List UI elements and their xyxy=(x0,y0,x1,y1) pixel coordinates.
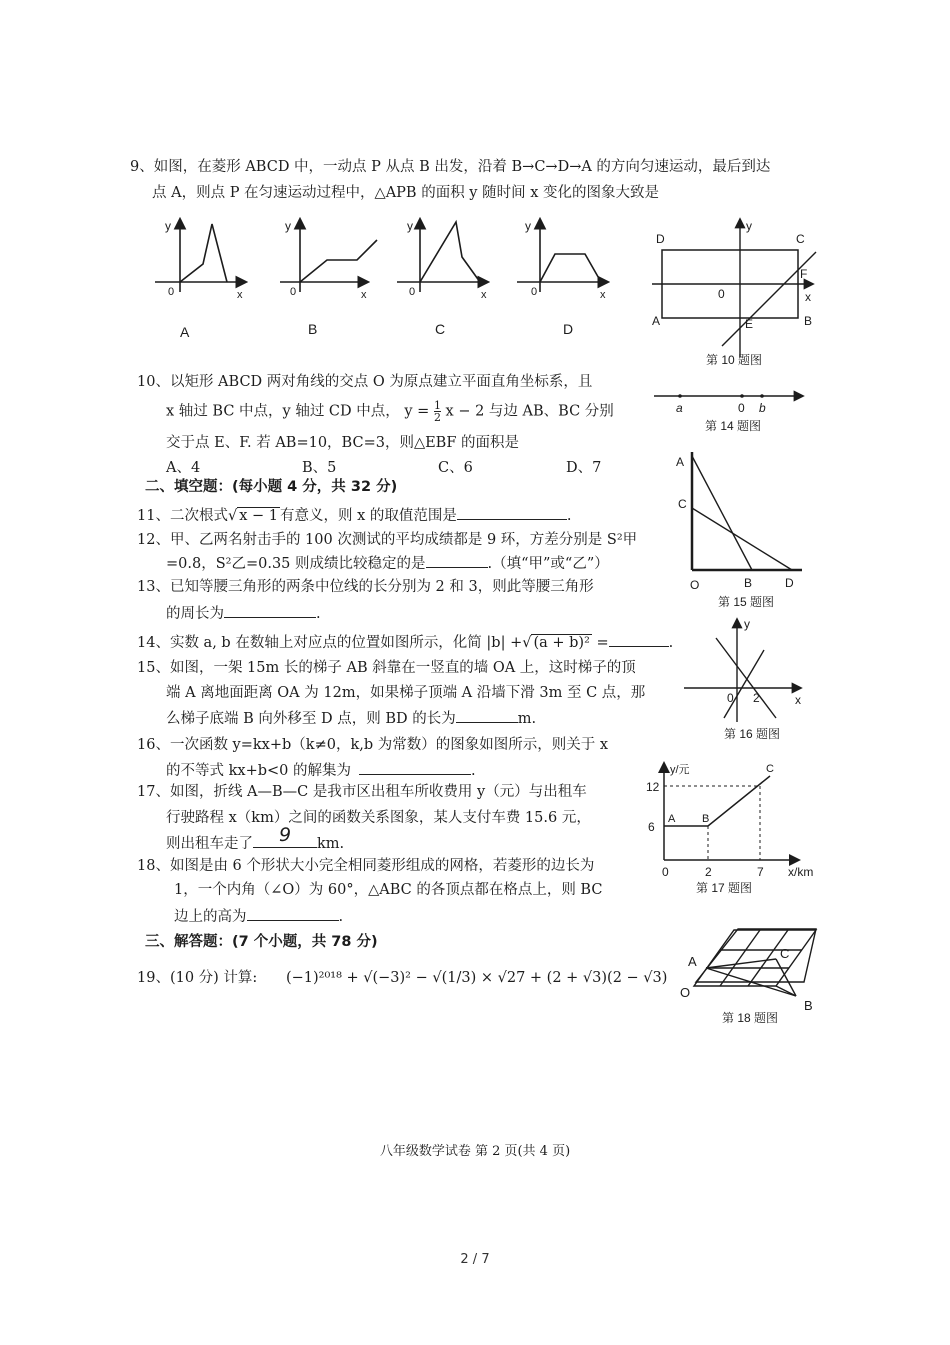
fig17-caption: 第 17 题图 xyxy=(696,881,753,895)
graph-option-c xyxy=(397,219,487,337)
q10-fraction-den: 2 xyxy=(433,411,441,424)
q10-equation-rest: x − 2 与边 AB、BC 分别 xyxy=(445,403,614,420)
fig14-caption: 第 14 题图 xyxy=(705,419,762,433)
q10-fraction-num: 1 xyxy=(433,399,441,412)
figure-14 xyxy=(650,384,815,436)
fig17-y-label: y/元 xyxy=(670,764,690,776)
q10-choice-d: D、7 xyxy=(566,460,602,476)
q14 xyxy=(137,632,673,653)
q10-line3: 交于点 E、F. 若 AB=10，BC=3，则△EBF 的面积是 xyxy=(166,435,520,451)
q11-post: 有意义，则 x 的取值范围是 xyxy=(279,508,457,524)
fig17-point-a: A xyxy=(668,813,676,825)
q14-end: . xyxy=(668,635,674,651)
fig10-label-d: D xyxy=(656,232,665,246)
q17-line2: 行驶路程 x（km）之间的函数关系图象，某人支付车费 15.6 元， xyxy=(166,810,591,826)
q10-choice-b: B、5 xyxy=(302,460,337,476)
q16-answer-blank[interactable] xyxy=(359,760,471,775)
figure-18 xyxy=(676,924,826,1028)
graph-b-y-label: y xyxy=(285,219,291,233)
q14-radicand: (a + b)² xyxy=(533,635,590,651)
q17-answer-blank[interactable] xyxy=(253,824,317,848)
q12-answer-blank[interactable] xyxy=(426,553,488,568)
q19-pre: 19、(10 分) 计算: xyxy=(137,970,258,986)
q10-equation-lhs: y = xyxy=(404,403,430,420)
q12-line2-hint: .（填“甲”或“乙”） xyxy=(487,556,609,572)
q19-expression: (−1)²⁰¹⁸ + √(−3)² − √(1/3) × √27 + (2 + √3)(2 − √3) xyxy=(285,970,668,986)
q18-line2: 1，一个内角（∠O）为 60°，△ABC 的各顶点都在格点上，则 BC xyxy=(174,882,603,898)
q10-line2-text: x 轴过 BC 中点，y 轴过 CD 中点， xyxy=(166,403,400,420)
q13-line2 xyxy=(166,603,321,624)
fig15-caption: 第 15 题图 xyxy=(718,595,775,609)
section-2-header: 二、填空题：(每小题 4 分，共 32 分) xyxy=(145,479,398,495)
fig16-label-y: y xyxy=(744,617,750,631)
graph-option-b xyxy=(280,219,377,337)
fig17-point-c: C xyxy=(766,763,774,775)
q13-line1: 13、已知等腰三角形的两条中位线的长分别为 2 和 3，则此等腰三角形 xyxy=(137,579,594,595)
q16-line1: 16、一次函数 y=kx+b（k≠0，k,b 为常数）的图象如图所示，则关于 x xyxy=(137,737,609,753)
q15-unit: m. xyxy=(517,711,537,727)
q11-pre: 11、二次根式 xyxy=(137,508,228,524)
q10-fraction xyxy=(434,400,441,423)
graph-c-x-label: x xyxy=(481,289,487,301)
fig17-tick-2: 2 xyxy=(705,865,712,879)
q9-line1: 9、如图，在菱形 ABCD 中，一动点 P 从点 B 出发，沿着 B→C→D→A 的方向匀速运动，最后到达 xyxy=(130,159,771,175)
figure-15 xyxy=(672,446,807,612)
q14-radical: √ (a + b)² xyxy=(522,635,590,651)
q9-line2: 点 A，则点 P 在匀速运动过程中，△APB 的面积 y 随时间 x 变化的图象大致是 xyxy=(152,185,660,201)
q10-line1: 10、以矩形 ABCD 两对角线的交点 O 为原点建立平面直角坐标系，且 xyxy=(137,374,593,390)
graph-b-x-label: x xyxy=(361,289,367,301)
fig18-label-a: A xyxy=(688,954,697,969)
graph-a-y-label: y xyxy=(165,219,171,233)
q9-option-graphs xyxy=(145,212,635,342)
q11-radical: √ x − 1 xyxy=(227,508,278,524)
fig14-label-a: a xyxy=(676,401,683,415)
q11 xyxy=(137,505,572,526)
fig18-label-o: O xyxy=(680,985,691,1000)
fig17-tick-0: 0 xyxy=(662,865,669,879)
q15-answer-blank[interactable] xyxy=(456,708,518,723)
graph-c-y-label: y xyxy=(407,219,413,233)
q15-line2: 端 A 离地面距离 OA 为 12m，如果梯子顶端 A 沿墙下滑 3m 至 C 点，那 xyxy=(166,685,646,701)
graph-b-origin: 0 xyxy=(290,286,297,298)
q19 xyxy=(137,968,667,988)
figure-16 xyxy=(680,614,810,744)
section-3-header: 三、解答题：(7 个小题，共 78 分) xyxy=(145,934,378,950)
fig17-tick-6: 6 xyxy=(648,820,655,834)
q11-end: . xyxy=(566,508,572,524)
fig17-x-label: x/km xyxy=(788,865,814,879)
fig15-label-c: C xyxy=(678,497,687,511)
q17-line3-text: 则出租车走了 xyxy=(166,836,253,852)
q17-handwritten-answer: 9 xyxy=(279,824,292,846)
q13-end: . xyxy=(316,606,321,622)
q15-line1: 15、如图，一架 15m 长的梯子 AB 斜靠在一竖直的墙 OA 上，这时梯子的顶 xyxy=(137,660,636,676)
q12-line1: 12、甲、乙两名射击手的 100 次测试的平均成绩都是 9 环，方差分别是 S²甲 xyxy=(137,532,638,548)
q17-unit: km. xyxy=(317,836,345,852)
fig10-label-e: E xyxy=(745,317,754,331)
q14-answer-blank[interactable] xyxy=(609,632,669,647)
graph-d-y-label: y xyxy=(525,219,531,233)
q10-choice-a: A、4 xyxy=(166,460,201,476)
fig10-label-c: C xyxy=(796,232,805,246)
fig14-label-o: 0 xyxy=(738,401,745,415)
fig15-label-d: D xyxy=(785,576,794,590)
q14-post: = xyxy=(591,635,609,651)
fig18-label-b: B xyxy=(804,998,813,1013)
fig10-label-x: x xyxy=(805,290,811,304)
fig10-caption: 第 10 题图 xyxy=(706,353,763,367)
page-footer: 八年级数学试卷 第 2 页(共 4 页) xyxy=(379,1144,571,1159)
q15-line3 xyxy=(166,708,536,729)
q18-end: . xyxy=(338,909,344,925)
graph-a-origin: 0 xyxy=(168,286,175,298)
fig15-label-a: A xyxy=(676,455,685,469)
graph-c-origin: 0 xyxy=(409,286,416,298)
graph-d-x-label: x xyxy=(600,289,606,301)
fig18-caption: 第 18 题图 xyxy=(722,1011,779,1025)
graph-d-origin: 0 xyxy=(531,286,538,298)
q10-line2 xyxy=(166,400,614,423)
fig17-tick-7: 7 xyxy=(757,865,764,879)
fig15-label-b: B xyxy=(744,576,753,590)
fig10-label-o: 0 xyxy=(718,287,725,301)
fig10-label-b: B xyxy=(804,314,813,328)
fig16-label-origin: 0 xyxy=(727,691,734,705)
option-a-label: A xyxy=(180,324,190,340)
q11-answer-blank[interactable] xyxy=(457,505,567,520)
fig14-label-b: b xyxy=(759,401,766,415)
q11-radicand: x − 1 xyxy=(239,508,278,524)
q17-line3 xyxy=(166,824,345,854)
fig10-label-y: y xyxy=(746,219,752,233)
fig10-label-a: A xyxy=(652,314,661,328)
graph-a-x-label: x xyxy=(237,289,243,301)
figure-10 xyxy=(650,212,825,372)
q10-choice-c: C、6 xyxy=(438,460,473,476)
fig17-point-b: B xyxy=(702,813,710,825)
fig16-label-two: 2 xyxy=(753,691,760,705)
q18-line3-text: 边上的高为 xyxy=(174,909,247,925)
graph-option-d xyxy=(517,219,607,337)
option-c-label: C xyxy=(435,321,446,337)
fig16-label-x: x xyxy=(795,693,801,707)
option-d-label: D xyxy=(563,321,574,337)
fig15-label-o: O xyxy=(690,578,700,592)
q15-line3-text: 么梯子底端 B 向外移至 D 点，则 BD 的长为 xyxy=(166,711,456,727)
q17-line1: 17、如图，折线 A—B—C 是我市区出租车所收费用 y（元）与出租车 xyxy=(137,784,587,800)
q18-line3 xyxy=(174,906,343,927)
q13-line2-text: 的周长为 xyxy=(166,606,224,622)
q12-line2 xyxy=(166,553,609,574)
q12-line2-text: =0.8，S²乙=0.35 则成绩比较稳定的是 xyxy=(166,556,426,572)
fig17-tick-12: 12 xyxy=(646,780,660,794)
q16-line2 xyxy=(166,760,476,781)
fig16-caption: 第 16 题图 xyxy=(724,727,781,741)
figure-17 xyxy=(642,758,822,898)
page-number: 2 / 7 xyxy=(460,1252,490,1267)
fig18-label-c: C xyxy=(780,946,790,961)
q14-pre: 14、实数 a, b 在数轴上对应点的位置如图所示，化简 |b| + xyxy=(137,635,523,651)
q18-answer-blank[interactable] xyxy=(247,906,339,921)
fig10-label-f: F xyxy=(800,267,808,281)
graph-option-a xyxy=(155,219,245,340)
q16-line2-text: 的不等式 kx+b<0 的解集为 xyxy=(166,763,351,779)
option-b-label: B xyxy=(308,321,318,337)
q13-answer-blank[interactable] xyxy=(224,603,316,618)
q18-line1: 18、如图是由 6 个形状大小完全相同菱形组成的网格，若菱形的边长为 xyxy=(137,858,595,874)
q16-end: . xyxy=(471,763,476,779)
